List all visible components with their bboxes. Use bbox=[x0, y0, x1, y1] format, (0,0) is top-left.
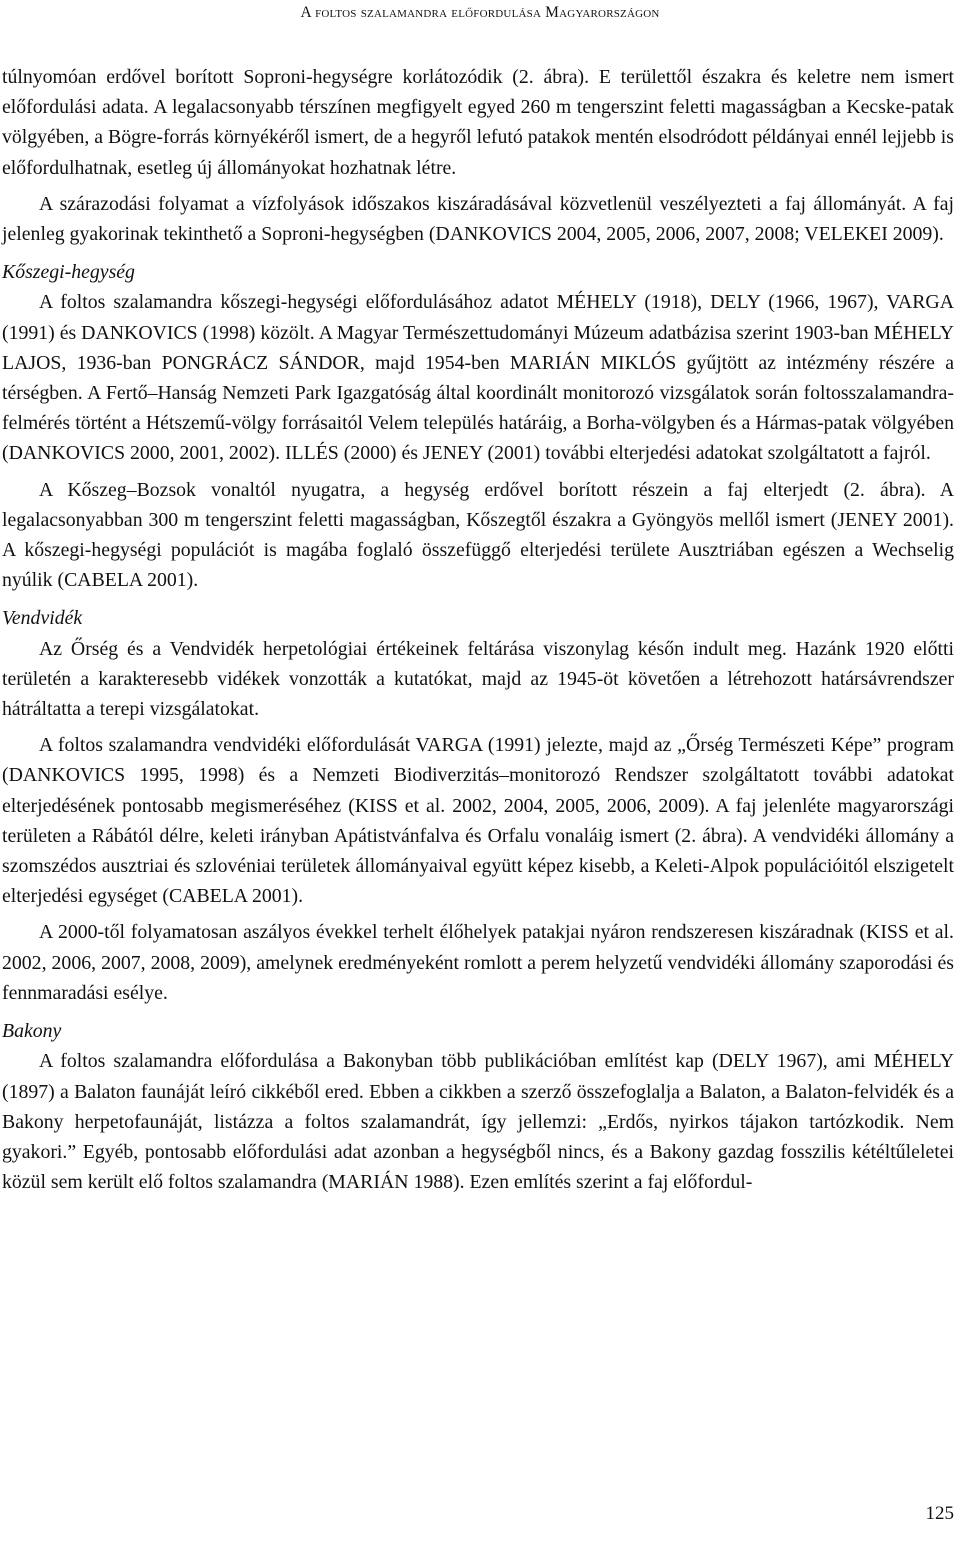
paragraph-continuation: túlnyomóan erdővel borított Soproni-hegységre korlátozódik (2. ábra). E területtől északra és keletre nem ismert előfordulási adata. A legalacsonyabb térszínen megfigyelt egyed 260 m tengerszint feletti magasságban a Kecske-patak völgyében, a Bögre-forrás környékéről ismert, de a hegyről lefutó patakok mentén elsodródott példányai ennél lejjebb is előfordulhatnak, esetleg új állományokat hozhatnak létre. bbox=[2, 66, 954, 179]
paragraph: A 2000-től folyamatosan aszályos évekkel terhelt élőhelyek patakjai nyáron rendszeresen kiszáradnak (KISS et al. 2002, 2006, 2007, 2008, 2009), amelynek eredményeként romlott a perem helyzetű vendvidéki állomány szaporodási és fennmaradási esélye. bbox=[2, 921, 954, 1004]
paragraph: A Kőszeg–Bozsok vonaltól nyugatra, a hegység erdővel borított részein a faj elterjedt (2. ábra). A legalacsonyabban 300 m tengerszint feletti magasságban, Kőszegtől északra a Gyöngyös mellől ismert (JENEY 2001). A kőszegi-hegységi populációt is magába foglaló összefüggő elterjedési területe Ausztriában egészen a Wechselig nyúlik (CABELA 2001). bbox=[2, 478, 954, 592]
paragraph: A foltos szalamandra vendvidéki előfordulását VARGA (1991) jelezte, majd az „Őrség Természeti Képe” program (DANKOVICS 1995, 1998) és a Nemzeti Biodiverzitás–monitorozó Rendszer szolgáltatott további adatokat elterjedésének pontosabb megismeréséhez (KISS et al. 2002, 2004, 2005, 2006, 2009). A faj jelenléte magyarországi területen a Rábától délre, keleti irányban Apátistvánfalva és Orfalu vonaláig ismert (2. ábra). A vendvidéki állomány a szomszédos ausztriai és szlovéniai területek állományaival együtt képez kisebb, a Keleti-Alpok populációitól elszigetelt elterjedési egységet (CABELA 2001). bbox=[2, 734, 954, 908]
section-heading: Kőszegi-hegység bbox=[2, 261, 135, 284]
paragraph: Az Őrség és a Vendvidék herpetológiai értékeinek feltárása viszonylag későn indult meg. Hazánk 1920 előtti területén a karakteresebb vidékek vonzották a kutatókat, majd az 1945-öt követően a létrehozott határsávrendszer hátráltatta a terepi vizsgálatokat. bbox=[2, 637, 954, 721]
section-heading: Bakony bbox=[2, 1020, 62, 1043]
page-number: 125 bbox=[925, 1503, 954, 1524]
paragraph: A foltos szalamandra előfordulása a Bakonyban több publikációban említést kap (DELY 1967), ami MÉHELY (1897) a Balaton faunáját leíró cikkéből ered. Ebben a cikkben a szerző összefoglalja a Balaton, a Balaton-felvidék és a Bakony herpetofaunáját, listázza a foltos szalamandrát, így jellemzi: „Erdős, nyirkos tájakon tartózkodik. Nem gyakori.” Egyéb, pontosabb előfordulási adat azonban a hegységből nincs, és a Bakony gazdag fosszilis kétéltűleletei közül sem került elő foltos szalamandra (MARIÁN 1988). Ezen említés szerint a faj előfordul- bbox=[2, 1050, 954, 1194]
paragraph: A foltos szalamandra kőszegi-hegységi előfordulásához adatot MÉHELY (1918), DELY (1966, 1967), VARGA (1991) és DANKOVICS (1998) közölt. A Magyar Természettudományi Múzeum adatbázisa szerint 1903-ban MÉHELY LAJOS, 1936-ban PONGRÁCZ SÁNDOR, majd 1954-ben MARIÁN MIKLÓS gyűjtött az intézmény részére a térségben. A Fertő–Hanság Nemzeti Park Igazgatóság által koordinált monitorozó vizsgálatok során foltosszalamandra-felmérés történt a Hétszemű-völgy forrásaitól Velem település határáig, a Borha-völgyben és a Hármas-patak völgyében (DANKOVICS 2000, 2001, 2002). ILLÉS (2000) és JENEY (2001) további elterjedési adatokat szolgáltatott a fajról. bbox=[2, 291, 954, 465]
running-header bbox=[0, 4, 960, 22]
section-heading: Vendvidék bbox=[2, 607, 83, 630]
running-title: A foltos szalamandra előfordulása Magyarországon bbox=[300, 4, 660, 21]
main-text bbox=[2, 62, 954, 1197]
paragraph: A szárazodási folyamat a vízfolyások időszakos kiszáradásával közvetlenül veszélyezteti a faj állományát. A faj jelenleg gyakorinak tekinthető a Soproni-hegységben (DANKOVICS 2004, 2005, 2006, 2007, 2008; VELEKEI 2009). bbox=[2, 192, 954, 246]
